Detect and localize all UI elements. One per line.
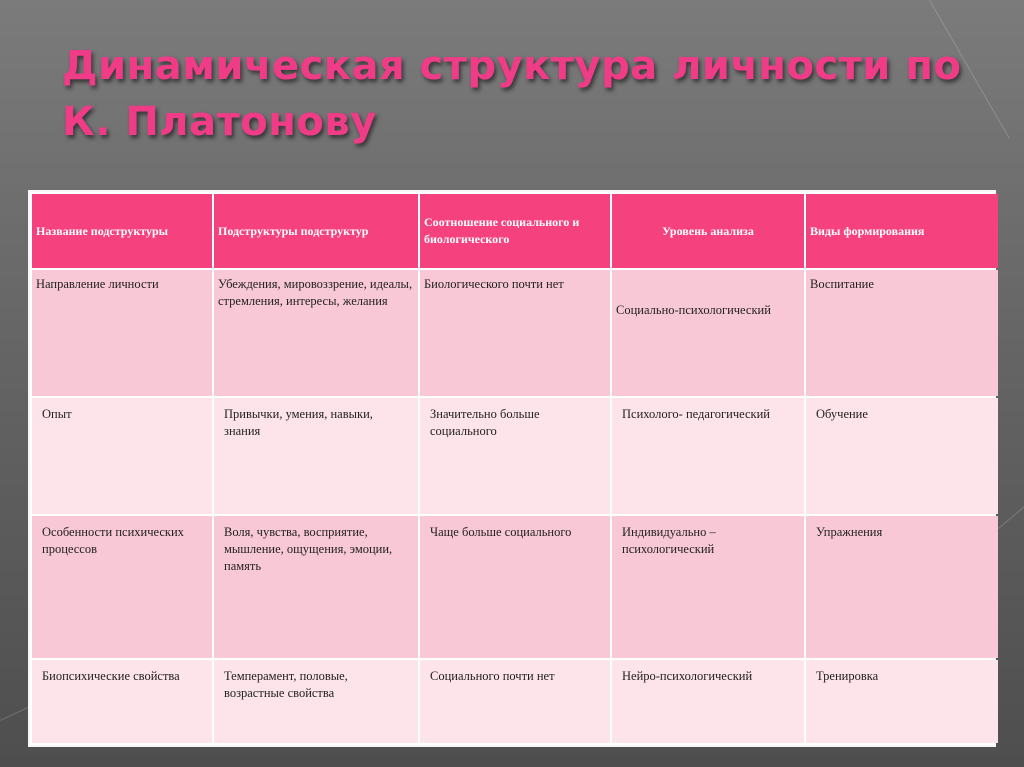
table-cell-sub-substructures: Воля, чувства, восприятие, мышление, ощущения, эмоции, память — [214, 516, 418, 658]
table-cell-sub-substructures: Темперамент, половые, возрастные свойства — [214, 660, 418, 743]
table-cell-substructure: Опыт — [32, 398, 212, 514]
table-cell-formation-type: Упражнения — [806, 516, 998, 658]
table-header-row — [32, 194, 998, 268]
table-cell-formation-type: Воспитание — [806, 270, 998, 396]
column-header-analysis-level: Уровень анализа — [612, 194, 804, 268]
table-cell-analysis-level: Психолого- педагогический — [612, 398, 804, 514]
column-header-sub-substructures: Подструктуры подструктур — [214, 194, 418, 268]
table-cell-social-biological: Биологического почти нет — [420, 270, 610, 396]
table-cell-analysis-level: Нейро-психологический — [612, 660, 804, 743]
column-header-formation-types: Виды формирования — [806, 194, 998, 268]
table-cell-substructure: Направление личности — [32, 270, 212, 396]
structure-table — [28, 190, 996, 747]
table-row — [32, 516, 998, 658]
table-cell-formation-type: Тренировка — [806, 660, 998, 743]
table-cell-formation-type: Обучение — [806, 398, 998, 514]
table-row — [32, 270, 998, 396]
table-row — [32, 660, 998, 743]
table-cell-sub-substructures: Привычки, умения, навыки, знания — [214, 398, 418, 514]
table-cell-sub-substructures: Убеждения, мировоззрение, идеалы, стремления, интересы, желания — [214, 270, 418, 396]
table-cell-substructure: Биопсихические свойства — [32, 660, 212, 743]
column-header-social-biological: Соотношение социального и биологического — [420, 194, 610, 268]
slide-title: Динамическая структура личности по К. Платонову — [62, 43, 962, 145]
table-row — [32, 398, 998, 514]
table-cell-analysis-level: Индивидуально – психологический — [612, 516, 804, 658]
table-cell-social-biological: Значительно больше социального — [420, 398, 610, 514]
table-cell-social-biological: Социального почти нет — [420, 660, 610, 743]
table-cell-analysis-level: Социально-психологический — [612, 270, 804, 396]
structure-table-grid — [30, 192, 1000, 745]
table-cell-substructure: Особенности психических процессов — [32, 516, 212, 658]
table-cell-social-biological: Чаще больше социального — [420, 516, 610, 658]
column-header-substructure: Название подструктуры — [32, 194, 212, 268]
